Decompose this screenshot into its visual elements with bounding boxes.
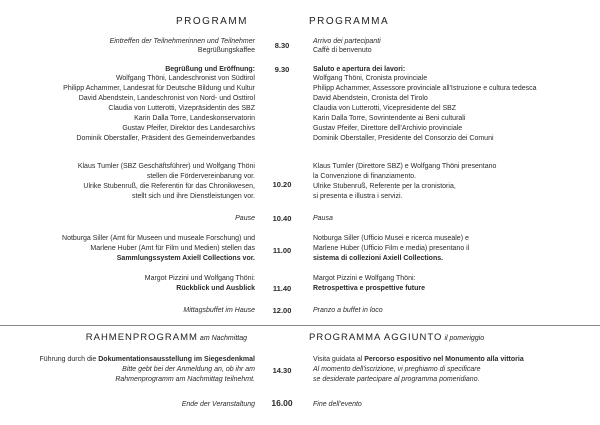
b1-right-line1: Arrivo dei partecipanti: [313, 38, 381, 45]
b2-right-line7: Gustav Pfeifer, Direttore dell'Archivio provinciale: [313, 125, 463, 132]
b2-left-line3: Philipp Achammer, Landesrat für Deutsche Bildung und Kultur: [63, 85, 255, 92]
b8-time: 14.30: [272, 366, 292, 375]
b8-left-line2: Bitte gebt bei der Anmeldung an, ob ihr am: [122, 366, 255, 373]
b5-left-line3: Sammlungssystem Axiell Collections vor.: [116, 255, 255, 262]
b2-right-line8: Dominik Oberstaller, Presidente del Consorzio dei Comuni: [313, 135, 494, 142]
b5-right-line3: sistema di collezioni Axiell Collections.: [313, 255, 444, 262]
header-right: PROGRAMMA: [309, 16, 390, 27]
b9-time: 16.00: [271, 398, 293, 408]
b5-left-line2: Marlene Huber (Amt für Film und Medien) stellen das: [90, 245, 255, 252]
b5-right-line1: Notburga Siller (Ufficio Musei e ricerca museale) e: [313, 235, 469, 242]
b8-left-line3: Rahmenprogramm am Nachmittag teilnehmt.: [115, 376, 255, 383]
b3-left-line1: Klaus Tumler (SBZ Geschäftsführer) und Wolfgang Thöni: [77, 163, 255, 170]
b5-left-line1: Notburga Siller (Amt für Museen und museale Forschung) und: [62, 235, 255, 242]
b4-right: Pausa: [313, 215, 333, 222]
b2-left-line6: Karin Dalla Torre, Landeskonservatorin: [134, 115, 255, 122]
b6-time: 11.40: [272, 284, 292, 293]
rahmenprogramm-title: RAHMENPROGRAMM: [85, 332, 198, 343]
b2-left-line1: Begrüßung und Eröffnung:: [165, 66, 255, 73]
b8-left-line1-plain: Führung durch die: [39, 356, 99, 363]
b2-right-line6: Karin Dalla Torre, Sovrintendente ai Beni culturali: [313, 115, 466, 122]
rahmenprogramm-header: [86, 332, 247, 343]
b6-right-line1: Margot Pizzini e Wolfgang Thöni:: [313, 275, 416, 282]
b3-right-line3: Ulrike Stubenruß, Referente per la cronistoria,: [313, 183, 456, 190]
b1-right-line2: Caffè di benvenuto: [313, 47, 372, 54]
b8-left-line1: [39, 355, 255, 364]
b7-left: Mittagsbuffet im Hause: [183, 307, 255, 314]
b8-left-line1-bold: Dokumentationsausstellung im Siegesdenkmal: [98, 356, 255, 363]
b2-right-line5: Claudia von Lutterotti, Vicepresidente del SBZ: [313, 105, 457, 112]
b1-time: 8.30: [274, 41, 290, 50]
b4-left: Pause: [235, 215, 255, 222]
b5-time: 11.00: [272, 246, 292, 255]
b2-right-line4: David Abendstein, Cronista del Tirolo: [313, 95, 428, 102]
b6-right-line2: Retrospettiva e prospettive future: [313, 285, 426, 292]
b2-left-line8: Dominik Oberstaller, Präsident des Gemeindenverbandes: [76, 135, 255, 142]
b2-left-line7: Gustav Pfeifer, Direktor des Landesarchivs: [122, 125, 255, 132]
programma-aggiunto-title: PROGRAMMA AGGIUNTO: [309, 332, 443, 343]
b2-left-line4: David Abendstein, Landeschronist von Nord- und Osttirol: [78, 95, 255, 102]
section-divider: [0, 325, 600, 326]
b8-right-line1-plain: Visita guidata al: [313, 356, 365, 363]
b5-right-line2: Marlene Huber (Ufficio Film e media) presentano il: [313, 245, 470, 252]
programma-aggiunto-sub: il pomeriggio: [444, 335, 485, 342]
b3-left-line4: stellt sich und ihre Dienstleistungen vor.: [132, 193, 255, 200]
b6-left-line2: Rückblick und Ausblick: [176, 285, 255, 292]
b3-left-line2: stellen die Fördervereinbarung vor.: [146, 173, 255, 180]
b8-right-line3: se desiderate partecipare al programma pomeridiano.: [313, 376, 480, 383]
b2-right-line3: Philipp Achammer, Assessore provinciale all'Istruzione e cultura tedesca: [313, 85, 537, 92]
b3-left-line3: Ulrike Stubenruß, die Referentin für das Chronikwesen,: [83, 183, 255, 190]
b3-right-line4: si presenta e illustra i servizi.: [313, 193, 403, 200]
b3-right-line1: Klaus Tumler (Direttore SBZ) e Wolfgang Thöni presentano: [313, 163, 497, 170]
b2-left-line2: Wolfgang Thöni, Landeschronist von Südtirol: [115, 75, 255, 82]
b2-right-line1: Saluto e apertura dei lavori:: [313, 66, 406, 73]
b4-time: 10.40: [272, 214, 292, 223]
b2-right-line2: Wolfgang Thöni, Cronista provinciale: [313, 75, 428, 82]
b9-right: Fine dell'evento: [313, 401, 362, 408]
b2-left-line5: Claudia von Lutterotti, Vizepräsidentin des SBZ: [108, 105, 255, 112]
programma-aggiunto-header: [309, 332, 484, 343]
b8-right-line1: [313, 355, 524, 364]
b1-left-line2: Begrüßungskaffee: [197, 47, 255, 54]
rahmenprogramm-sub: am Nachmittag: [199, 335, 247, 342]
b9-left: Ende der Veranstaltung: [181, 401, 255, 408]
b7-time: 12.00: [272, 306, 292, 315]
header-left: PROGRAMM: [176, 16, 248, 27]
b6-left-line1: Margot Pizzini und Wolfgang Thöni:: [144, 275, 255, 282]
b3-right-line2: la Convenzione di finanziamento.: [313, 173, 417, 180]
b7-right: Pranzo a buffet in loco: [313, 307, 383, 314]
b8-right-line1-bold: Percorso espositivo nel Monumento alla vittoria: [364, 356, 524, 363]
b8-right-line2: Al momento dell'iscrizione, vi preghiamo di specificare: [313, 366, 481, 373]
b2-time: 9.30: [274, 65, 290, 74]
b3-time: 10.20: [272, 180, 292, 189]
b1-left-line1: Eintreffen der Teilnehmerinnen und Teilnehmer: [109, 38, 255, 45]
